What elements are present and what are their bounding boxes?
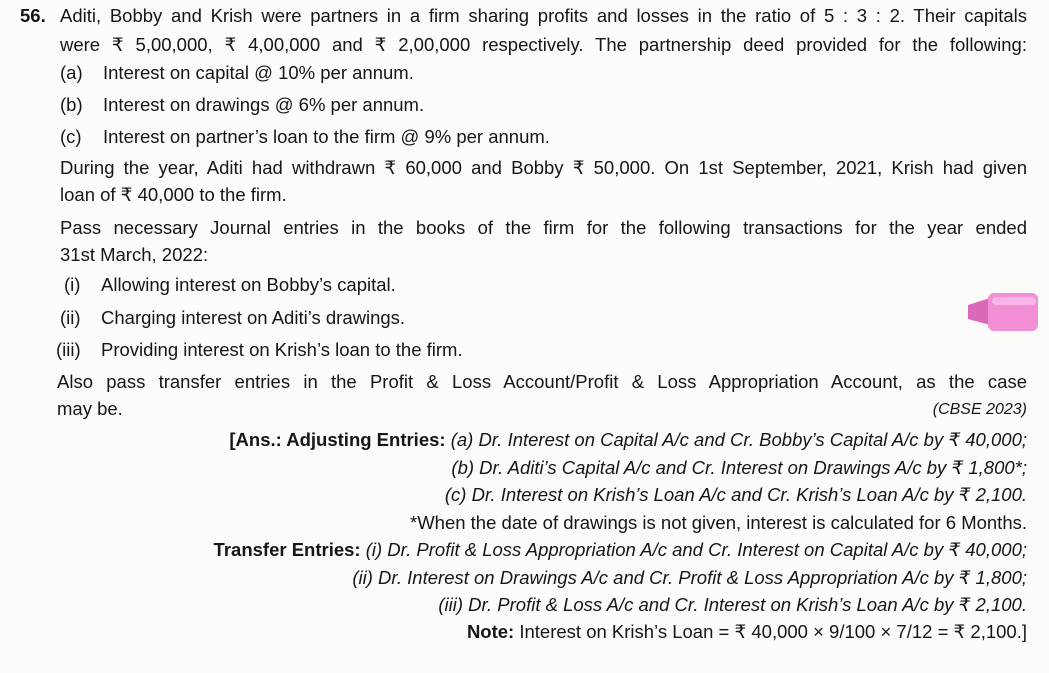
deed-item-a-label: (a) [60,62,83,83]
deed-item-c-text: Interest on partner’s loan to the firm @ 9% per annum. [103,126,550,147]
drawings-footnote: *When the date of drawings is not given, interest is calculated for 6 Months. [410,512,1027,533]
highlighter-pen-icon [968,289,1038,333]
question-intro-line-1: Aditi, Bobby and Krish were partners in a firm sharing profits and losses in the ratio of 5 : 3 : 2. Their capitals [60,5,1027,26]
question-intro-line-2: were ₹ 5,00,000, ₹ 4,00,000 and ₹ 2,00,000 respectively. The partnership deed provided for the following: [60,34,1027,55]
transfer-entry-i: (i) Dr. Profit & Loss Appropriation A/c and Cr. Interest on Capital A/c by ₹ 40,000; [360,539,1027,560]
adjusting-entry-c: (c) Dr. Interest on Krish’s Loan A/c and Cr. Krish’s Loan A/c by ₹ 2,100. [444,484,1027,505]
transfer-entry-ii: (ii) Dr. Interest on Drawings A/c and Cr. Profit & Loss Appropriation A/c by ₹ 1,800; [352,567,1027,588]
note-heading: Note: [466,621,515,642]
adjusting-entry-b: (b) Dr. Aditi’s Capital A/c and Cr. Interest on Drawings A/c by ₹ 1,800*; [451,457,1027,478]
note-calculation: Interest on Krish’s Loan = ₹ 40,000 × 9/100 × 7/12 = ₹ 2,100.] [514,621,1027,642]
exam-source-tag: (CBSE 2023) [932,401,1027,418]
transaction-iii-label: (iii) [56,339,81,360]
during-year-line-1: During the year, Aditi had withdrawn ₹ 60,000 and Bobby ₹ 50,000. On 1st September, 2021, Krish had given [60,157,1027,178]
answer-transfer-line-i [100,538,1027,562]
transfer-instruction-line-2: may be. [57,398,123,419]
transaction-i-label: (i) [64,274,81,295]
pass-entries-line-2: 31st March, 2022: [60,244,209,265]
deed-item-b-label: (b) [60,94,83,115]
during-year-line-2: loan of ₹ 40,000 to the firm. [60,184,287,205]
transaction-ii-text: Charging interest on Aditi’s drawings. [101,307,406,328]
deed-item-c-label: (c) [60,126,82,147]
transfer-entries-heading: Transfer Entries: [213,539,361,560]
adjusting-entries-heading: Adjusting Entries: [286,429,446,450]
adjusting-entry-a: (a) Dr. Interest on Capital A/c and Cr. Bobby’s Capital A/c by ₹ 40,000; [445,429,1027,450]
answer-adjusting-line-a [100,428,1027,452]
transaction-ii-label: (ii) [60,307,81,328]
transfer-instruction-line-1: Also pass transfer entries in the Profit & Loss Account/Profit & Loss Appropriation Account, as the case [57,371,1027,392]
answer-open-bracket: [Ans.: [229,429,287,450]
pass-entries-line-1: Pass necessary Journal entries in the books of the firm for the following transactions for the year ended [60,217,1027,238]
transaction-iii-text: Providing interest on Krish’s loan to the firm. [101,339,463,360]
question-number: 56. [20,5,46,26]
transfer-entry-iii: (iii) Dr. Profit & Loss A/c and Cr. Interest on Krish’s Loan A/c by ₹ 2,100. [438,594,1027,615]
answer-note-line [100,620,1027,644]
deed-item-a-text: Interest on capital @ 10% per annum. [103,62,414,83]
transaction-i-text: Allowing interest on Bobby’s capital. [101,274,396,295]
deed-item-b-text: Interest on drawings @ 6% per annum. [103,94,425,115]
